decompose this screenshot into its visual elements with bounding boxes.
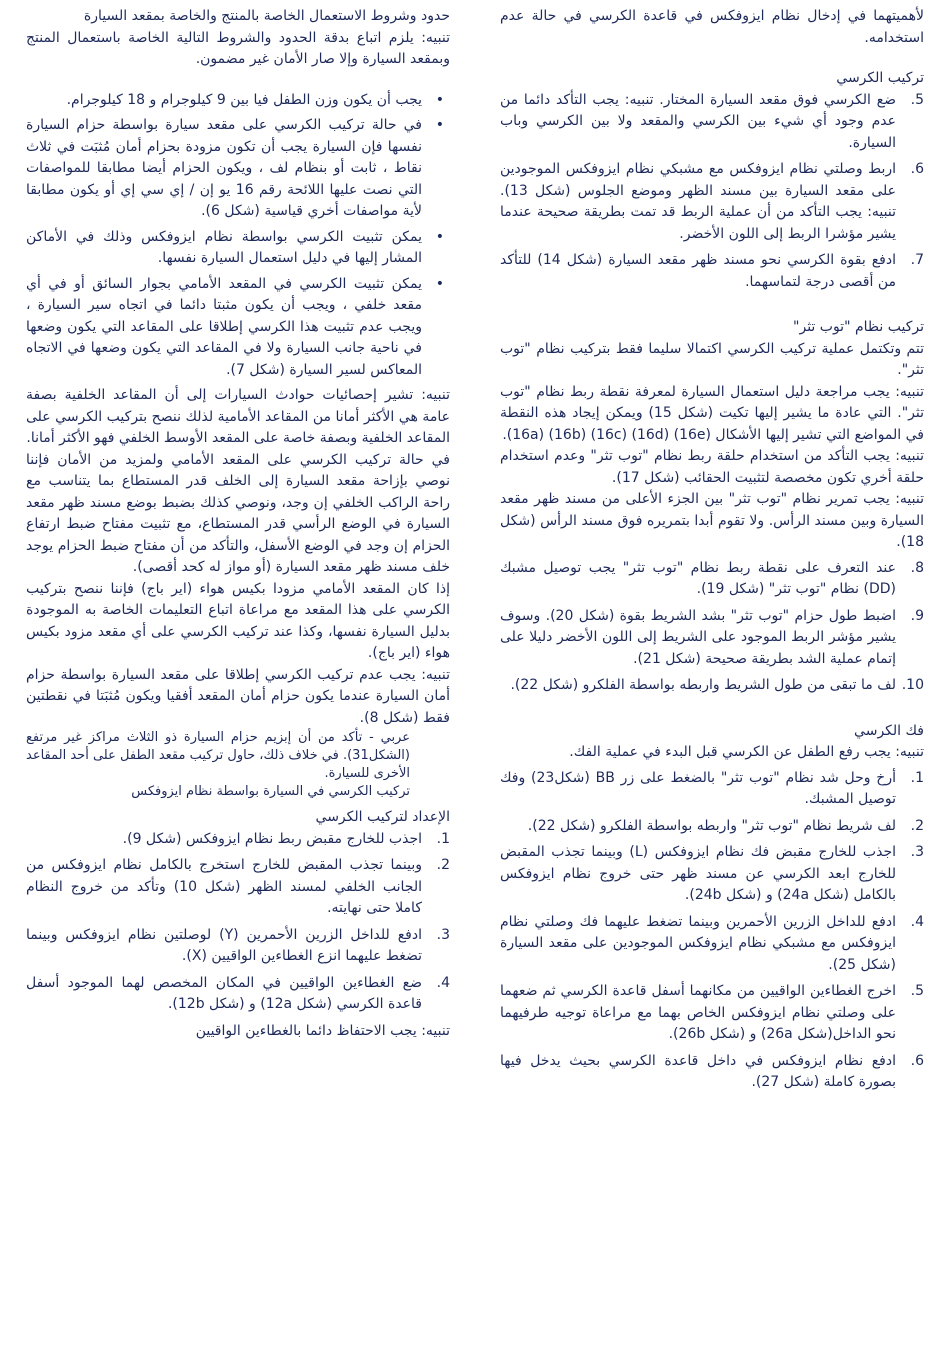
list-item	[26, 855, 450, 920]
list-item	[500, 675, 924, 697]
bullet-text: في حالة تركيب الكرسي على مقعد سيارة بواسطة حزام السيارة نفسها فإن السيارة يجب أن تكون مزودة بحزام أمان مُثبَت في ثلاث نقاط ، ثابت أو بنظام لف ، ويكون الحزام أيضا مطابقا للمواصفات التي نصت عليها اللائحة رقم 16 يو إن / إي سي إي أو يكون مطابقا لأية مواصفات أخري قياسية (شكل 6).	[26, 117, 422, 219]
bullet-icon: •	[435, 117, 444, 133]
step-number: 3.	[910, 844, 924, 860]
top-tether-steps	[500, 558, 924, 697]
step-text: اجذب للخارج مقبض ربط نظام ايزوفكس (شكل 9).	[122, 830, 422, 847]
warning-note: تنبيه: يجب رفع الطفل عن الكرسي قبل البدء في عملية الفك.	[569, 744, 924, 760]
bullet-icon: •	[435, 91, 444, 108]
step-number: 7.	[910, 252, 924, 268]
list-item	[500, 816, 924, 838]
conditions-list	[26, 90, 450, 382]
step-number: 2.	[910, 817, 924, 834]
bullet-text: يجب أن يكون وزن الطفل فيا بين 9 كيلوجرام و 18 كيلوجرام.	[66, 91, 422, 108]
step-number: 2.	[436, 857, 450, 873]
step-number: 6.	[910, 161, 924, 177]
step-text: ادفع للداخل الزرين الأحمرين (Y) لوصلتين نظام ايزوفكس وبينما تضغط عليهما انزع الغطاءين الواقيين (X).	[26, 926, 422, 964]
step-text: ادفع للداخل الزرين الأحمرين وبينما تضغط عليهما فك وصلتي نظام ايزوفكس مع مشبكي نظام ايزوفكس الموجودين على مقعد السيارة (شكل 25).	[500, 913, 896, 973]
list-item	[26, 90, 450, 112]
step-number: 6.	[910, 1052, 924, 1069]
conditions-heading: حدود وشروط الاستعمال الخاصة بالمنتج والخاصة بمقعد السيارة	[83, 8, 450, 24]
step-text: اربط وصلتي نظام ايزوفكس مع مشبكي نظام ايزوفكس الموجودين على مقعد السيارة بين مسند الظهر وموضع الجلوس (شكل 13). تنبيه: يجب التأكد من أن عملية الربط قد تمت بطريقة صحيحة عندما يشير مؤشرا الربط إلى اللون الأخضر.	[500, 161, 896, 242]
step-number: 10.	[901, 677, 924, 693]
list-item	[500, 768, 924, 811]
left-column	[26, 6, 450, 1355]
right-column	[500, 6, 924, 1355]
removal-heading: فك الكرسي	[854, 722, 924, 739]
warning-note: تنبيه: يجب مراجعة دليل استعمال السيارة لمعرفة نقطة ربط نظام "توب تثر". التي عادة ما يشير إليها تكيت (شكل 15) ويمكن إيجاد هذه النقطة في المواضع التي تشير إليها الأشكال (16e) (16d) (16c) (16b) (16a).	[500, 383, 924, 443]
top-tether-heading: تركيب نظام "توب تثر"	[793, 319, 924, 335]
step-number: 4.	[910, 913, 924, 930]
body-paragraph: إذا كان المقعد الأمامي مزودا بكيس هواء (اير باج) فإننا ننصح بتركيب الكرسي على هذا المقعد مع مراعاة اتباع التعليمات الخاصة به الموجودة بدليل السيارة نفسها، وكذا عند تركيب الكرسي على أي مقعد مزود بكيس هواء (اير باج).	[26, 580, 450, 661]
warning-note: تنبيه: يجب تمرير نظام "توب تثر" بين الجزء الأعلى من مسند ظهر مقعد السيارة وبين مسند الرأس. ولا تقوم أبدا بتمريره فوق مسند الرأس (شكل 18).	[500, 491, 924, 550]
list-item	[500, 912, 924, 977]
step-text: ادفع نظام ايزوفكس في داخل قاعدة الكرسي بحيث يدخل فيها بصورة كاملة (شكل 27).	[500, 1052, 896, 1090]
arabic-note: عربي - تأكد من أن إبزيم حزام السيارة ذو الثلاث مراكز غير مرتفع (الشكل31). في خلاف ذلك، حاول تركيب مقعد الطفل على أحد المقاعد الأخرى للسيارة.	[26, 730, 410, 781]
top-tether-intro: تتم وتكتمل عملية تركيب الكرسي اكتمالا سليما فقط بتركيب نظام "توب تثر".	[500, 340, 924, 378]
list-item	[26, 274, 450, 382]
step-text: ضع الغطاءين الواقيين في المكان المخصص لهما الموجود أسفل قاعدة الكرسي (شكل 12a) و (شكل 12b).	[26, 974, 422, 1012]
step-text: ضع الكرسي فوق مقعد السيارة المختار. تنبيه: يجب التأكد دائما من عدم وجود أي شيء بين الكرسي والمقعد ولا بين الكرسي وباب السيارة.	[500, 91, 896, 151]
bullet-text: يمكن تثبيت الكرسي في المقعد الأمامي بجوار السائق أو في أي مقعد خلفي ، ويجب أن يكون مثبتا دائما في اتجاه سير السيارة ، ويجب عدم تثبيت هذا الكرسي إطلاقا على المقاعد التي يكون وضعها في ناحية جانب السيارة ولا في المقاعد التي يكون وضعها في الاتجاه المعاكس لسير السيارة (شكل 7).	[26, 275, 422, 378]
list-item	[26, 829, 450, 851]
step-text: اضبط طول حزام "توب تثر" بشد الشريط بقوة (شكل 20). وسوف يشير مؤشر الربط الموجود على الشريط إلى اللون الأخضر دليلا على إتمام عملية الشد بطريقة صحيحة (شكل 21).	[500, 607, 896, 667]
bullet-text: يمكن تثبيت الكرسي بواسطة نظام ايزوفكس وذلك في الأماكن المشار إليها في دليل استعمال السيارة نفسها.	[26, 228, 422, 266]
list-item	[500, 606, 924, 671]
list-item	[500, 558, 924, 601]
seat-install-steps	[500, 90, 924, 294]
step-text: عند التعرف على نقطة ربط نظام "توب تثر" يجب توصيل مشبك (DD) نظام "توب تثر" (شكل 19).	[500, 559, 896, 597]
warning-note: تنبيه: يجب التأكد من استخدام حلقة ربط نظام "توب تثر" وعدم استخدام حلقة أخري تكون مخصصة لتثبيت الحقائب (شكل 17).	[500, 448, 924, 486]
list-item	[500, 90, 924, 155]
list-item	[26, 973, 450, 1016]
step-number: 9.	[910, 607, 924, 624]
step-text: اجذب للخارج مقبض فك نظام ايزوفكس (L) وبينما تجذب المقبض للخارج ابعد الكرسي عن مسند ظهر حتى خروج نظام ايزوفكس بالكامل (شكل 24a) و (شكل 24b).	[500, 844, 896, 903]
isofix-section-title: تركيب الكرسي في السيارة بواسطة نظام ايزوفكس	[131, 784, 410, 799]
warning-note: تنبيه: تشير إحصائيات حوادث السيارات إلى أن المقاعد الخلفية بصفة عامة هي الأكثر أمانا من المقاعد الأمامية لذلك ننصح بتركيب الكرسي على المقاعد الخلفية وبصفة خاصة على المقعد الأوسط الخلفي فهو الأكثر أمانا.	[26, 387, 450, 446]
prep-heading: الإعداد لتركيب الكرسي	[315, 809, 450, 825]
bullet-icon: •	[435, 228, 444, 245]
list-item	[500, 159, 924, 245]
list-item	[500, 842, 924, 907]
step-text: اخرج الغطاءين الواقيين من مكانهما أسفل قاعدة الكرسي ثم ضعهما على وصلتي نظام ايزوفكس الخاص بهما مع مراعاة توجيه طرفيهما نحو الداخل(شكل 26a) و (شكل 26b).	[500, 983, 896, 1042]
removal-steps	[500, 768, 924, 1094]
body-paragraph: في حالة تركيب الكرسي على المقعد الأمامي ولمزيد من الأمان فإننا نوصي بإزاحة مقعد السيارة إلى الخلف قدر المستطاع بما يتناسب مع راحة الراكب الخلفي إن وجد، ونوصي كذلك بضبط بوضع مسند ظهر مقعد السيارة في الوضع الرأسي قدر المستطاع، مع تثبيت مفتاح ضبط ارتفاع الحزام إن وجد في الوضع الأسفل، والتأكد من أن مفتاح ضبط الحزام يوجد خلف مسند ظهر مقعد السيارة (أو مواز له كحد أقصى).	[26, 451, 450, 575]
step-text: ادفع بقوة الكرسي نحو مسند ظهر مقعد السيارة (شكل 14) للتأكد من أقصى درجة لتماسهما.	[500, 252, 896, 290]
step-number: 5.	[910, 91, 924, 108]
warning-note: تنبيه: يجب عدم تركيب الكرسي إطلاقا على مقعد السيارة بواسطة حزام أمان السيارة عندما يكون حزام أمان المقعد أفقيا ويكون مُثبَتا في نقطتين فقط (شكل 8).	[26, 666, 450, 726]
list-item	[26, 925, 450, 968]
prep-steps	[26, 829, 450, 1016]
bullet-icon: •	[435, 275, 444, 292]
step-number: 4.	[436, 974, 450, 991]
step-text: أرخ وحل شد نظام "توب تثر" بالضغط على زر BB (شكل23) وفك توصيل المشبك.	[500, 769, 896, 807]
step-number: 5.	[910, 983, 924, 999]
warning-note: تنبيه: يلزم اتباع بدقة الحدود والشروط التالية الخاصة باستعمال المنتج وبمقعد السيارة وإلا صار الأمان غير مضمون.	[26, 29, 450, 67]
warning-note: تنبيه: يجب الاحتفاظ دائما بالغطاءين الواقيين	[195, 1022, 450, 1039]
list-item	[26, 227, 450, 270]
list-item	[500, 250, 924, 293]
list-item	[500, 981, 924, 1046]
step-number: 1.	[910, 769, 924, 786]
seat-install-heading: تركيب الكرسي	[836, 70, 924, 86]
intro-paragraph: لأهميتهما في إدخال نظام ايزوفكس في قاعدة الكرسي في حالة عدم استخدامه.	[500, 8, 924, 46]
step-number: 8.	[910, 559, 924, 576]
step-text: لف شريط نظام "توب تثر" واربطه بواسطة الفلكرو (شكل 22).	[527, 817, 896, 834]
step-text: لف ما تبقى من طول الشريط واربطه بواسطة الفلكرو (شكل 22).	[510, 677, 896, 693]
step-text: وبينما تجذب المقبض للخارج استخرج بالكامل نظام ايزوفكس من الجانب الخلفي لمسند الظهر (شكل 10) وتأكد من خروج النظام كاملا حتى نهايته.	[26, 857, 422, 916]
step-number: 1.	[436, 830, 450, 847]
list-item	[500, 1051, 924, 1094]
list-item	[26, 115, 450, 223]
step-number: 3.	[436, 926, 450, 943]
